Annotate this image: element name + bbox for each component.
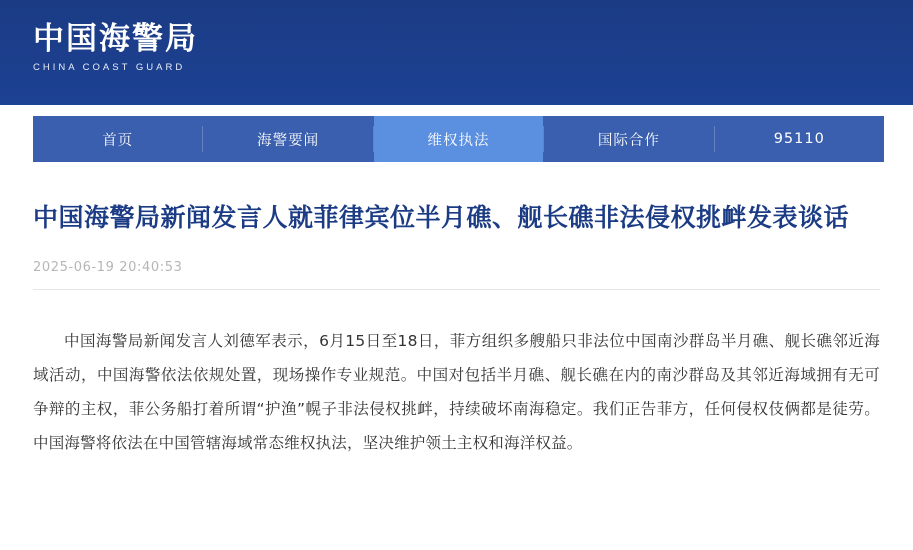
main-navigation: [33, 116, 880, 162]
site-header: [0, 0, 913, 105]
nav-item-news[interactable]: [203, 116, 372, 162]
article-paragraph: 中国海警局新闻发言人刘德军表示，6月15日至18日，菲方组织多艘船只非法位中国南沙群岛半月礁、舰长礁邻近海域活动，中国海警依法依规处置，现场操作专业规范。中国对包括半月礁、舰长礁在内的南沙群岛及其邻近海域拥有无可争辩的主权，菲公务船打着所谓“护渔”幌子非法侵权挑衅，持续破坏南海稳定。我们正告菲方，任何侵权伎俩都是徒劳。中国海警将依法在中国管辖海域常态维权执法，坚决维护领土主权和海洋权益。: [33, 331, 880, 452]
article-divider: [33, 289, 880, 290]
nav-item-label: 首页: [102, 132, 134, 149]
article-container: [0, 162, 913, 475]
nav-item-label: 维权执法: [427, 132, 490, 149]
logo-english-text: CHINA COAST GUARD: [33, 62, 186, 73]
nav-item-international-cooperation[interactable]: [544, 116, 713, 162]
nav-item-label: 国际合作: [597, 132, 660, 149]
nav-item-home[interactable]: [33, 116, 202, 162]
page-title: 中国海警局新闻发言人就菲律宾位半月礁、舰长礁非法侵权挑衅发表谈话: [33, 203, 850, 232]
article-timestamp: 2025-06-19 20:40:53: [33, 260, 183, 275]
nav-item-label: 95110: [773, 131, 825, 147]
nav-item-label: 海警要闻: [257, 132, 320, 149]
site-logo[interactable]: [33, 20, 198, 75]
logo-chinese-text: 中国海警局: [33, 21, 198, 57]
nav-item-hotline[interactable]: [715, 116, 884, 162]
nav-item-law-enforcement[interactable]: [374, 116, 543, 162]
